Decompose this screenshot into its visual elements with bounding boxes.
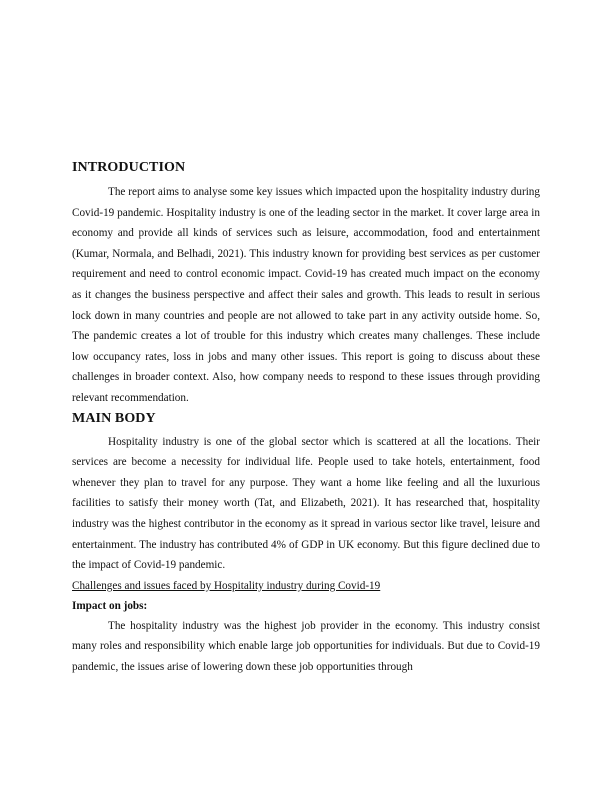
main-body-paragraph: Hospitality industry is one of the global sector which is scattered at all the locations. Their services are become a necessity for individual life. People used to take hotels, entertainment, food whenever they plan to travel for any purpose. They want a home like feeling and all the luxurious facilities to satisfy their money worth (Tat, and Elizabeth, 2021). It has researched that, hospitality industry was the highest contributor in the economy as it spread in various sector like travel, leisure and entertainment. The industry has contributed 4% of GDP in UK economy. But this figure declined due to the impact of Covid-19 pandemic. bbox=[72, 435, 540, 572]
challenges-subheading: Challenges and issues faced by Hospitality industry during Covid-19 bbox=[72, 579, 381, 592]
introduction-heading: INTRODUCTION bbox=[72, 160, 186, 175]
impact-on-jobs-paragraph: The hospitality industry was the highest job provider in the economy. This industry consist many roles and responsibility which enable large job opportunities for individuals. But due to Covid-19 pandemic, the issues arise of lowering down these job opportunities through bbox=[72, 619, 540, 673]
main-body-heading: MAIN BODY bbox=[72, 410, 156, 426]
document-content bbox=[72, 158, 540, 677]
introduction-paragraph: The report aims to analyse some key issues which impacted upon the hospitality industry during Covid-19 pandemic. Hospitality industry is one of the leading sector in the market. It cover large area in economy and provide all kinds of services such as leisure, accommodation, food and entertainment (Kumar, Normala, and Belhadi, 2021). This industry known for providing best services as per customer requirement and need to control economic impact. Covid-19 has created much impact on the economy as it changes the business perspective and affect their sales and growth. This leads to result in serious lock down in many countries and people are not allowed to take part in any activity outside home. So, The pandemic creates a lot of trouble for this industry which creates many challenges. These include low occupancy rates, loss in jobs and many other issues. This report is going to discuss about these challenges in broader context. Also, how company needs to respond to these issues through providing relevant recommendation. bbox=[72, 186, 540, 404]
impact-on-jobs-heading: Impact on jobs: bbox=[72, 599, 148, 612]
